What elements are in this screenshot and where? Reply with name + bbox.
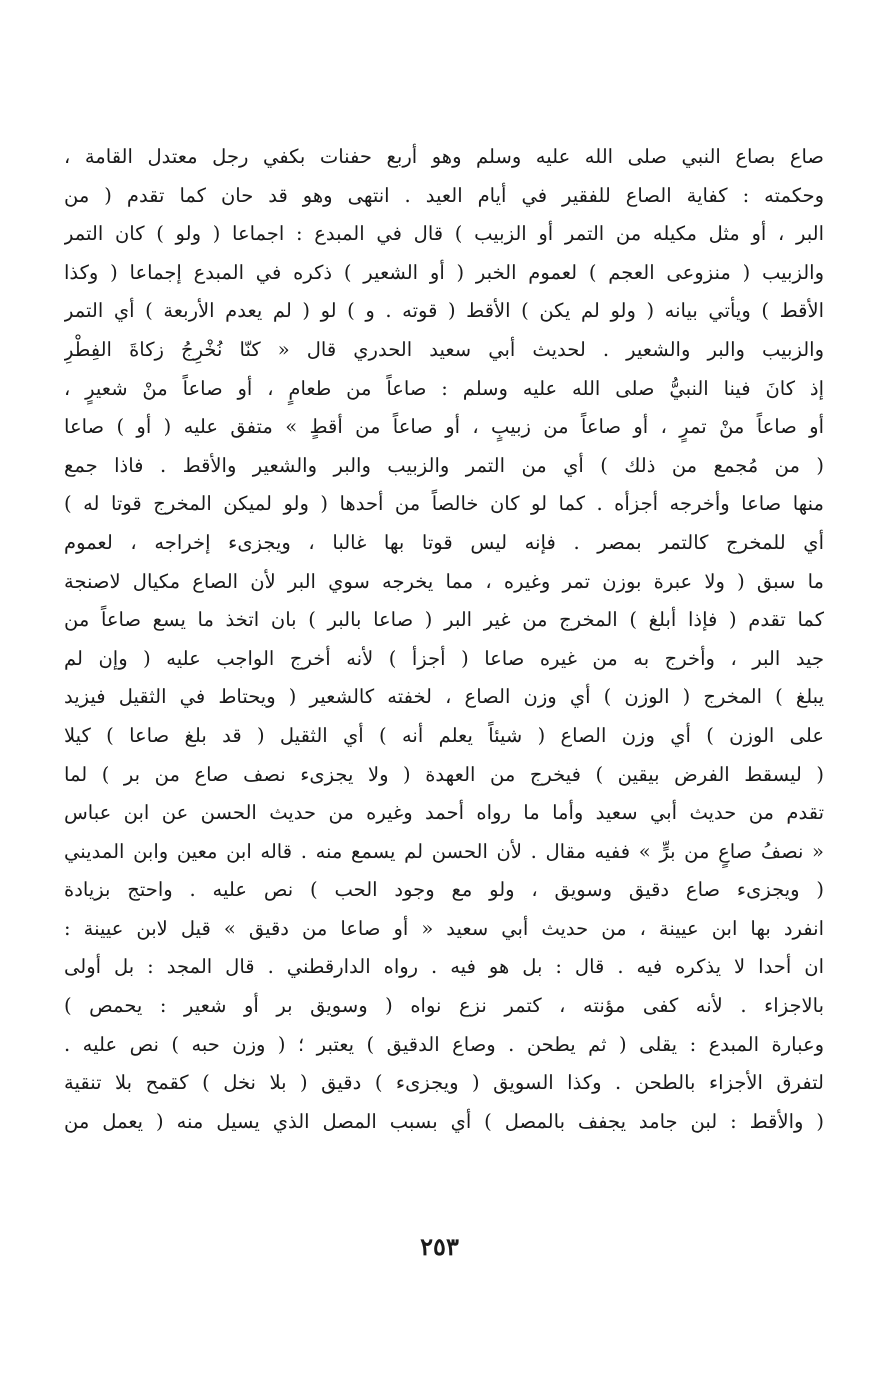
text-line-3: البر ، أو مثل مكيله من التمر أو الزبيب ) قال في المبدع : اجماعا ( ولو ) كان التمر	[64, 222, 824, 246]
text-line-16: على الوزن ) أي وزن الصاع ( شيئاً يعلم أنه ) أي الثقيل ( قد بلغ صاعا ) كيلا	[64, 723, 824, 747]
text-line-2: وحكمته : كفاية الصاع للفقير في أيام العيد . انتهى وهو قد حان كما تقدم ( من	[64, 183, 824, 207]
text-line-10: منها صاعا وأخرجه أجزأه . كما لو كان خالصاً من أحدها ( ولو لميكن المخرج قوتا له )	[64, 492, 824, 516]
text-line-23: بالاجزاء . لأنه كفى مؤنته ، كتمر نزع نواه ( وسويق بر أو شعير : يحمص )	[64, 994, 824, 1018]
text-line-17: ( ليسقط الفرض بيقين ) فيخرج من العهدة ( ولا يجزىء نصف صاع من بر ) لما	[64, 762, 824, 786]
text-line-14: جيد البر ، وأخرج به من غيره صاعا ( أجزأ ) لأنه أخرج الواجب عليه ( وإن لم	[64, 646, 824, 670]
text-line-5: الأقط ) ويأتي بيانه ( ولو لم يكن ) الأقط ( قوته . و ) لو ( لم يعدم الأربعة ) أي التمر	[64, 299, 824, 323]
text-line-22: ان أحدا لا يذكره فيه . قال : بل هو فيه . رواه الدارقطني . قال المجد : بل أولى	[64, 955, 824, 979]
text-line-1: صاع بصاع النبي صلى الله عليه وسلم وهو أربع حفنات بكفي رجل معتدل القامة ،	[64, 145, 824, 168]
text-line-12: ما سبق ( ولا عبرة بوزن تمر وغيره ، مما يخرجه سوي البر لأن الصاع مكيال لاصنجة	[64, 569, 824, 593]
text-line-15: يبلغ ) المخرج ( الوزن ) أي وزن الصاع ، لخفته كالشعير ( ويحتاط في الثقيل فيزيد	[64, 685, 824, 709]
text-line-4: والزبيب ( منزوعى العجم ) لعموم الخبر ( أو الشعير ) ذكره في المبدع إجماعا ( وكذا	[64, 260, 824, 284]
text-line-20: ( ويجزىء صاع دقيق وسويق ، ولو مع وجود الحب ) نص عليه . واحتج بزيادة	[64, 878, 824, 902]
text-line-11: أي للمخرج كالتمر بمصر . فإنه ليس قوتا بها غالبا ، ويجزىء إخراجه ، لعموم	[64, 530, 824, 554]
text-line-18: تقدم من حديث أبي سعيد وأما ما رواه أحمد وغيره من حديث الحسن عن ابن عباس	[64, 801, 824, 825]
text-line-25: لتفرق الأجزاء بالطحن . وكذا السويق ( ويجزىء ) دقيق ( بلا نخل ) كقمح بلا تنقية	[64, 1071, 824, 1095]
text-line-19: « نصفُ صاعٍ من برٍّ » ففيه مقال . لأن الحسن لم يسمع منه . قاله ابن معين وابن المديني	[64, 839, 824, 863]
text-line-7: إذ كانَ فينا النبيُّ صلى الله عليه وسلم : صاعاً من طعامٍ ، أو صاعاً منْ شعيرٍ ،	[64, 376, 824, 400]
text-line-6: والزبيب والبر والشعير . لحديث أبي سعيد الحدري قال « كنّا نُخْرِجُ زكاةَ الفِطْرِ	[64, 337, 824, 361]
text-line-21: انفرد بها ابن عيينة ، من حديث أبي سعيد « أو صاعا من دقيق » قيل لابن عيينة :	[64, 916, 824, 940]
text-line-26: ( والأقط : لبن جامد يجفف بالمصل ) أي بسبب المصل الذي يسيل منه ( يعمل من	[64, 1109, 824, 1133]
text-line-24: وعبارة المبدع : يقلى ( ثم يطحن . وصاع الدقيق ) يعتبر ؛ ( وزن حبه ) نص عليه .	[64, 1032, 824, 1056]
text-line-13: كما تقدم ( فإذا أبلغ ) المخرج من غير البر ( صاعا بالبر ) بان اتخذ ما يسع صاعاً من	[64, 608, 824, 632]
page-number: ٢٥٣	[420, 1232, 459, 1261]
text-line-9: ( من مُجمع من ذلك ) أي من التمر والزبيب والبر والشعير والأقط . فاذا جمع	[64, 453, 824, 477]
text-line-8: أو صاعاً منْ تمرٍ ، أو صاعاً من زبيبٍ ، أو صاعاً من أقطٍ » متفق عليه ( أو ) صاعا	[64, 415, 824, 439]
body-text	[64, 138, 824, 1141]
